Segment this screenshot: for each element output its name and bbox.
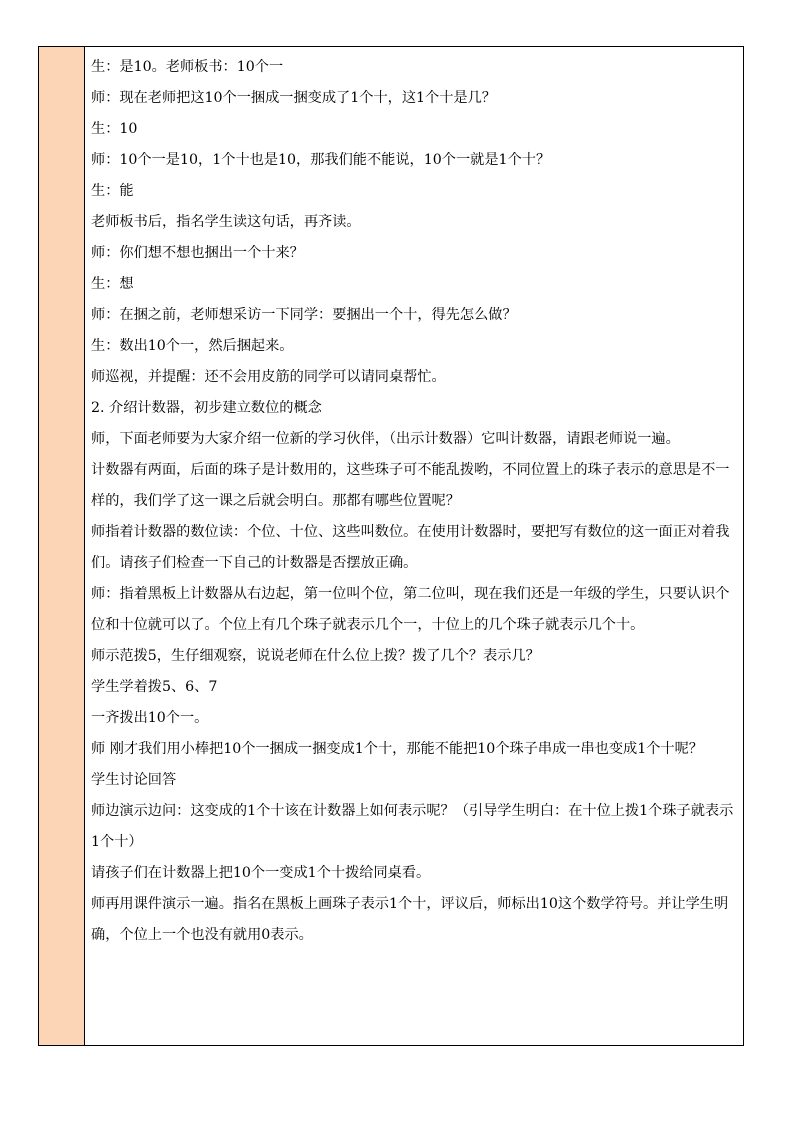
lesson-content [85,47,743,1045]
text-line: 师，下面老师要为大家介绍一位新的学习伙伴，（出示计数器）它叫计数器，请跟老师说一遍。 [91,431,680,447]
text-line: 师：10个一是10，1个十也是10，那我们能不能说，10个一就是1个十？ [91,152,551,168]
text-line: 师再用课件演示一遍。指名在黑板上画珠子表示1个十，评议后，师标出10这个数学符号。并让学生明确，个位上一个也没有就用0表示。 [91,896,729,943]
text-line: 师巡视，并提醒：还不会用皮筋的同学可以请同桌帮忙。 [91,369,446,385]
text-line: 生：数出10个一，然后捆起来。 [91,338,294,354]
section-heading: 2. 介绍计数器，初步建立数位的概念 [91,400,322,416]
text-line: 师示范拨5，生仔细观察，说说老师在什么位上拨？拨了几个？表示几？ [91,648,540,664]
text-line: 请孩子们在计数器上把10个一变成1个十拨给同桌看。 [91,865,431,881]
text-line: 师：在捆之前，老师想采访一下同学：要捆出一个十，得先怎么做？ [91,307,517,323]
text-line: 一齐拨出10个一。 [91,710,209,726]
text-line: 学生讨论回答 [91,772,177,788]
text-line: 生：能 [91,183,134,199]
text-line: 学生学着拨5、6、7 [91,679,218,695]
text-line: 计数器有两面，后面的珠子是计数用的，这些珠子可不能乱拨哟，不同位置上的珠子表示的意思是不一样的，我们学了这一课之后就会明白。那都有哪些位置呢？ [91,462,730,509]
text-line: 生：是10。老师板书：10个一 [91,59,284,75]
table-left-column [39,47,85,1045]
text-line: 生：10 [91,121,138,137]
text-line: 师 刚才我们用小棒把10个一捆成一捆变成1个十，那能不能把10个珠子串成一串也变成1个十呢？ [91,741,703,757]
text-line: 老师板书后，指名学生读这句话，再齐读。 [91,214,361,230]
lesson-table [38,46,744,1046]
text-line: 生：想 [91,276,134,292]
text-line: 师：你们想不想也捆出一个十来？ [91,245,304,261]
text-line: 师指着计数器的数位读：个位、十位、这些叫数位。在使用计数器时，要把写有数位的这一面正对着我们。请孩子们检查一下自己的计数器是否摆放正确。 [91,524,730,571]
text-line: 师：现在老师把这10个一捆成一捆变成了1个十，这1个十是几？ [91,90,496,106]
text-line: 师边演示边问：这变成的1个十该在计数器上如何表示呢？（引导学生明白：在十位上拨1个珠子就表示1个十） [91,803,734,850]
text-line: 师：指着黑板上计数器从右边起，第一位叫个位，第二位叫，现在我们还是一年级的学生，只要认识个位和十位就可以了。个位上有几个珠子就表示几个一，十位上的几个珠子就表示几个十。 [91,586,730,633]
